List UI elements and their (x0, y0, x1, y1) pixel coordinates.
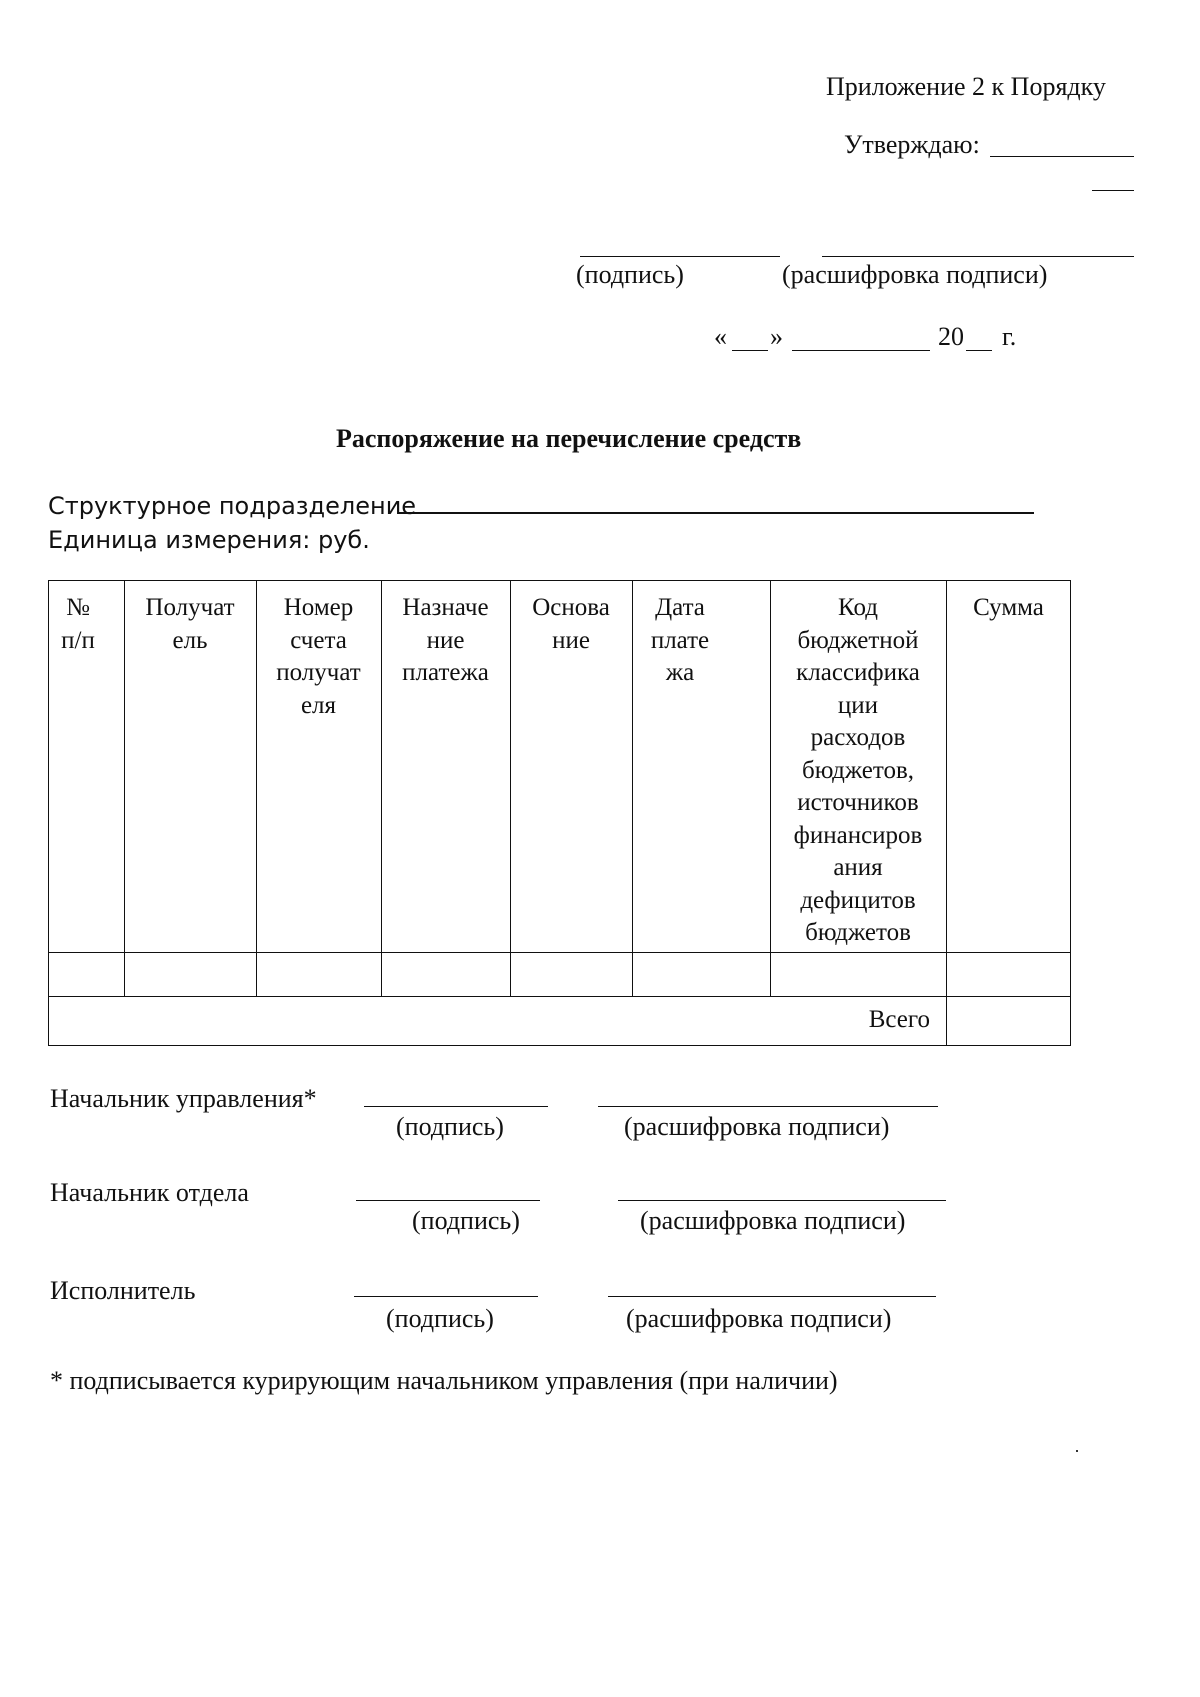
division-label: Структурное подразделение (48, 492, 417, 520)
date-year-prefix: 20 (938, 322, 964, 351)
signature-line-2[interactable] (356, 1200, 540, 1201)
signature-role-1: Начальник управления* (50, 1084, 317, 1113)
signature-caption-3: (подпись) (386, 1304, 494, 1333)
decode-caption-3: (расшифровка подписи) (626, 1304, 892, 1333)
approve-signature-line-continuation (1092, 190, 1134, 191)
data-cell-account[interactable] (256, 952, 381, 996)
decode-caption-1: (расшифровка подписи) (624, 1112, 890, 1141)
date-year-suffix: г. (1002, 322, 1017, 351)
col-header-sum: Сумма (973, 594, 1044, 621)
decode-line-2[interactable] (618, 1200, 946, 1201)
data-cell-sum[interactable] (946, 952, 1071, 996)
header-decode-caption: (расшифровка подписи) (782, 260, 1048, 289)
header-signature-line[interactable] (580, 256, 780, 257)
date-close-quote: » (770, 322, 783, 351)
col-header-recipient: Получат ель (145, 594, 235, 654)
data-cell-purpose[interactable] (381, 952, 510, 996)
col-header-purpose: Назначе ние платежа (402, 594, 489, 686)
data-cell-budget-code[interactable] (770, 952, 946, 996)
date-day-line[interactable] (732, 350, 768, 351)
col-header-number: № п/п (61, 594, 95, 654)
col-header-date: Дата плате жа (650, 594, 710, 686)
signature-caption-2: (подпись) (412, 1206, 520, 1235)
header-signature-caption: (подпись) (576, 260, 684, 289)
date-open-quote: « (714, 322, 727, 351)
payment-table (48, 580, 1071, 1046)
division-line[interactable] (398, 512, 1034, 514)
data-cell-basis[interactable] (510, 952, 632, 996)
header-decode-line[interactable] (822, 256, 1134, 257)
data-row-bottom-rule (48, 996, 1071, 997)
col-header-basis: Основа ние (532, 594, 610, 654)
data-cell-date[interactable] (632, 952, 770, 996)
approve-signature-line[interactable] (990, 156, 1134, 157)
total-label: Всего (868, 1006, 930, 1033)
decode-line-1[interactable] (598, 1106, 938, 1107)
decode-caption-2: (расшифровка подписи) (640, 1206, 906, 1235)
appendix-label: Приложение 2 к Порядку (826, 72, 1106, 101)
stray-dot (1076, 1450, 1078, 1452)
signature-line-3[interactable] (354, 1296, 538, 1297)
unit-label: Единица измерения: руб. (48, 526, 370, 554)
signature-caption-1: (подпись) (396, 1112, 504, 1141)
date-month-line[interactable] (792, 350, 930, 351)
signature-role-3: Исполнитель (50, 1276, 196, 1305)
page-title: Распоряжение на перечисление средств (336, 424, 802, 453)
col-header-account: Номер счета получат еля (276, 594, 361, 719)
date-year-line[interactable] (966, 350, 992, 351)
approve-label: Утверждаю: (844, 130, 980, 159)
data-cell-recipient[interactable] (124, 952, 256, 996)
footnote: * подписывается курирующим начальником управления (при наличии) (50, 1366, 838, 1395)
data-cell-number[interactable] (48, 952, 124, 996)
col-header-budget-code: Код бюджетной классифика ции расходов бюджетов, источников финансиров ания дефицитов бюджетов (793, 594, 923, 946)
total-sum-cell[interactable] (946, 996, 1071, 1046)
signature-role-2: Начальник отдела (50, 1178, 249, 1207)
signature-line-1[interactable] (364, 1106, 548, 1107)
decode-line-3[interactable] (608, 1296, 936, 1297)
